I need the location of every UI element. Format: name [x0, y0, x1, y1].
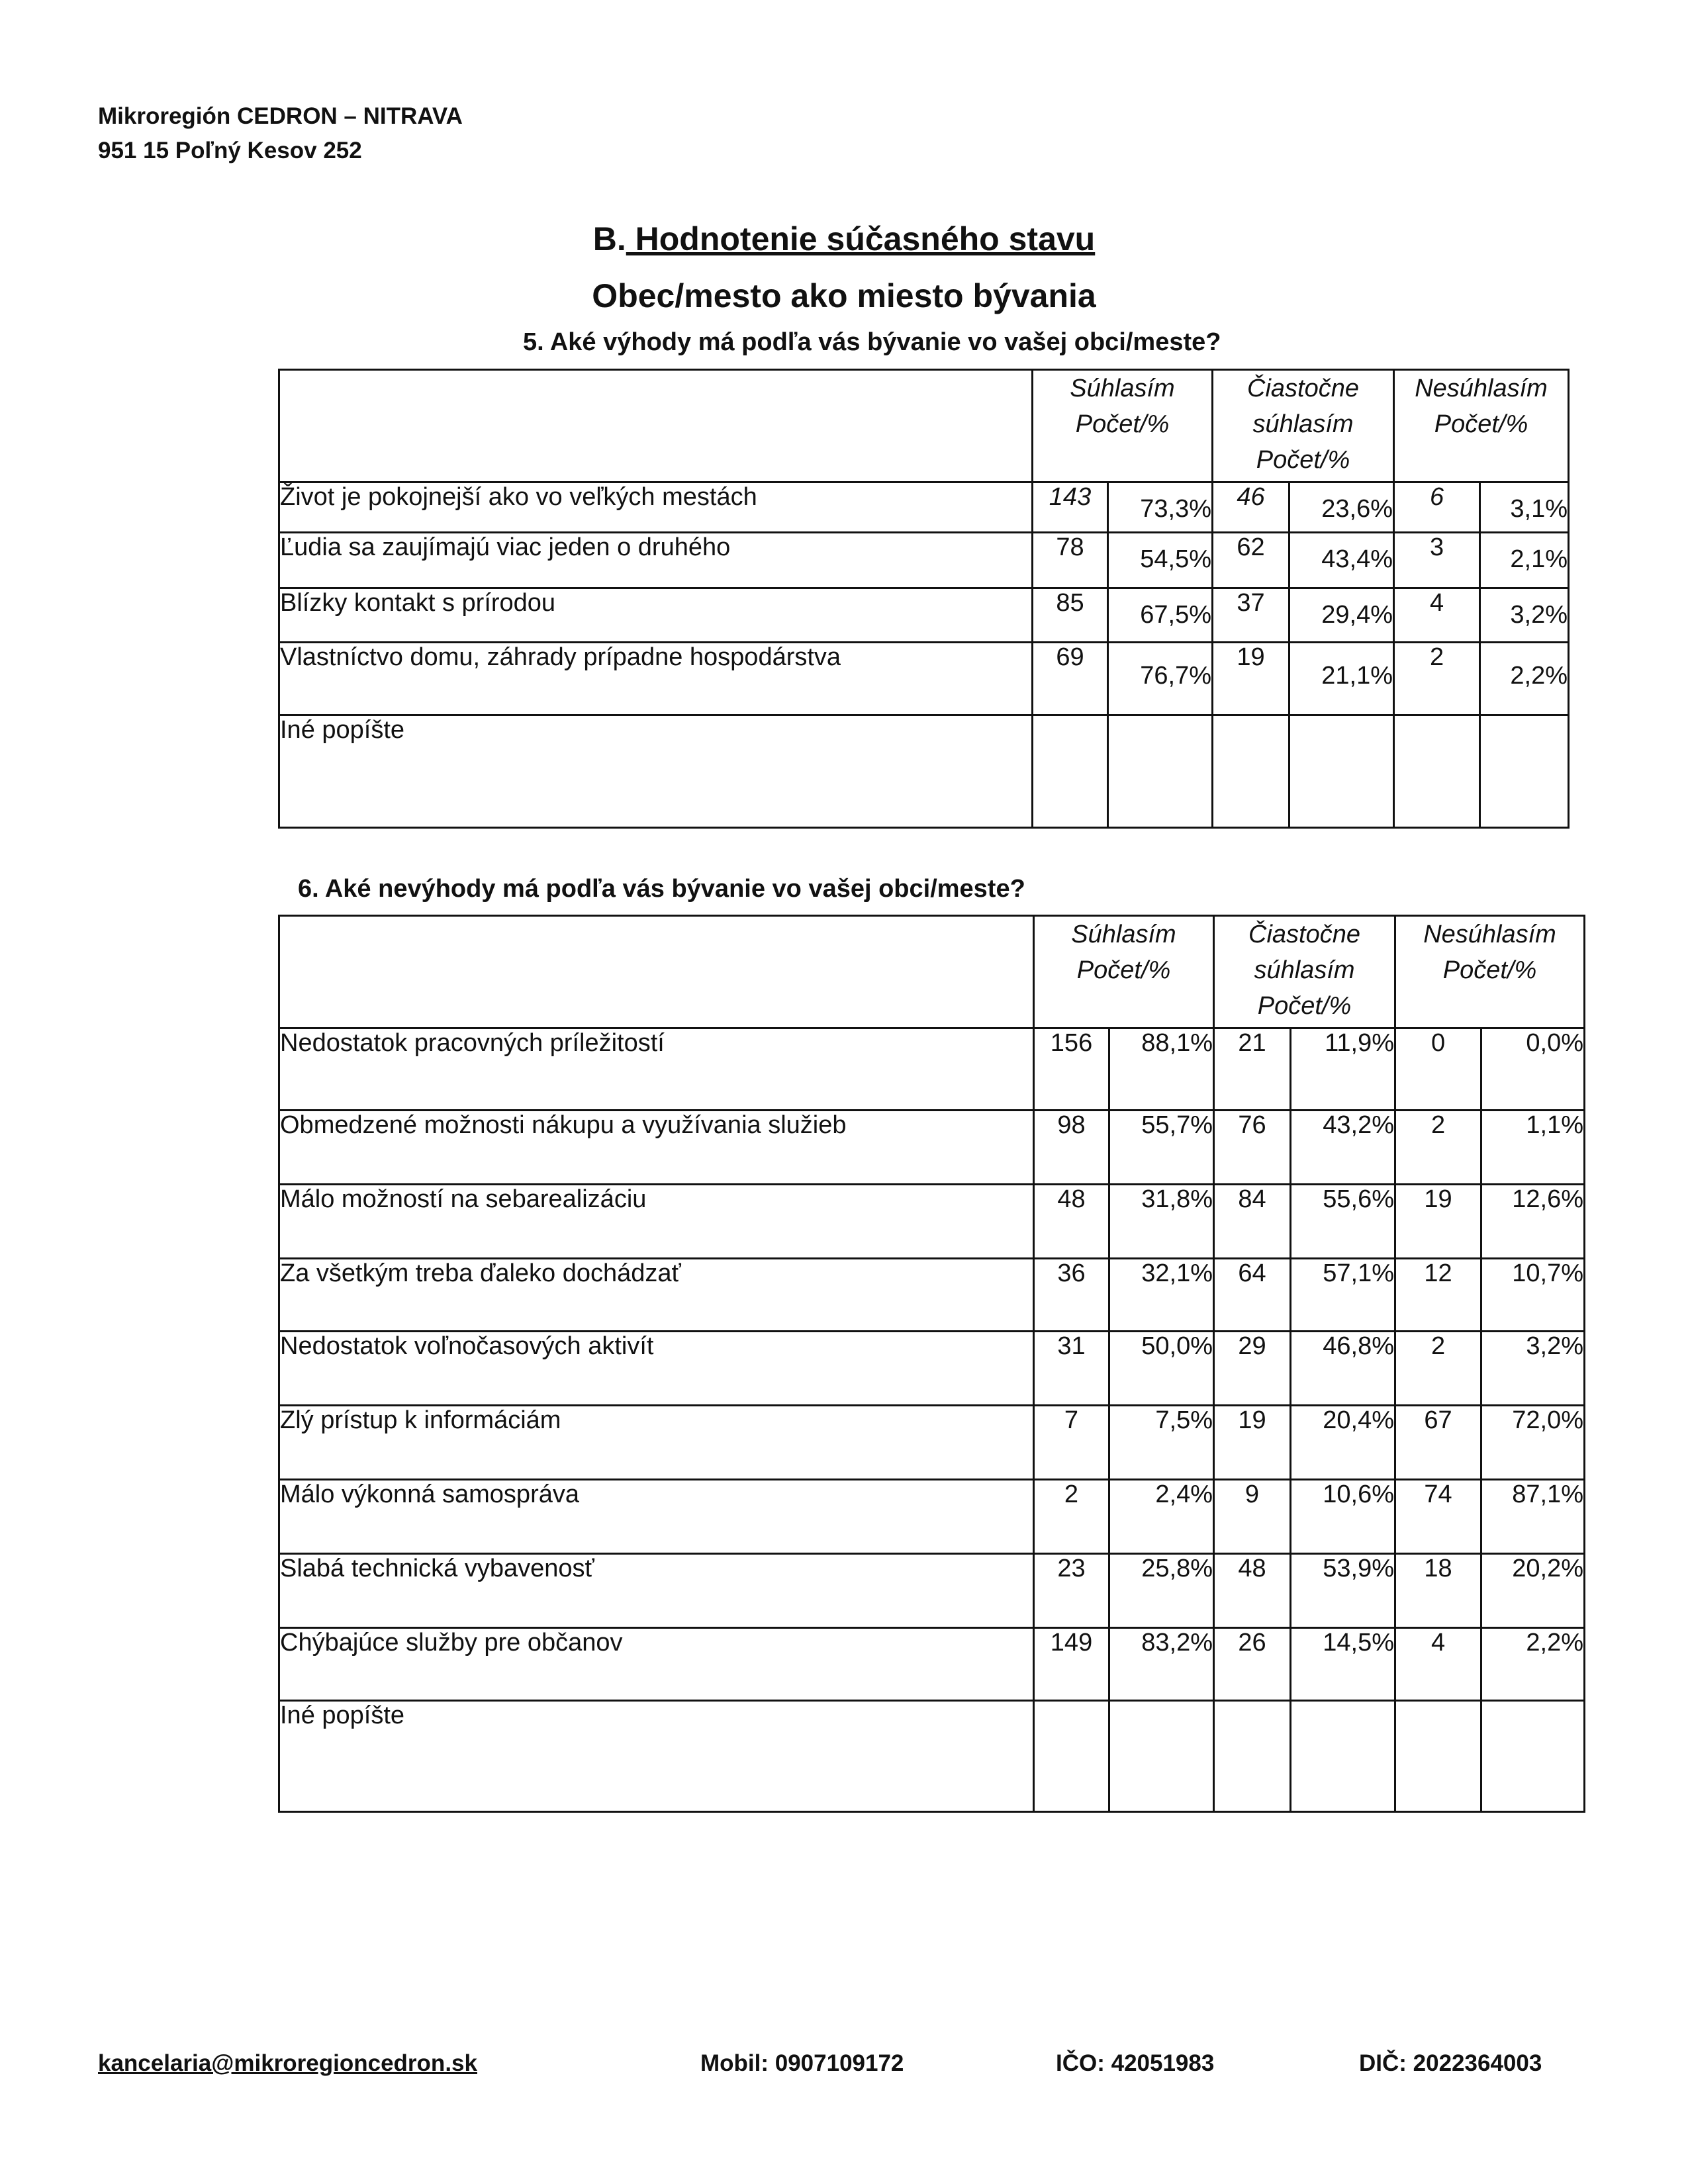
partial-percent: 20,4%	[1291, 1406, 1395, 1480]
agree-percent: 88,1%	[1109, 1028, 1214, 1111]
agree-percent: 73,3%	[1108, 482, 1213, 533]
footer-ico: IČO: 42051983	[1056, 2050, 1215, 2076]
disagree-percent	[1480, 715, 1569, 828]
table-row	[279, 1332, 1585, 1406]
agree-count: 85	[1033, 588, 1108, 643]
org-name: Mikroregión CEDRON – NITRAVA	[98, 103, 463, 129]
partial-percent: 21,1%	[1289, 643, 1394, 715]
disagree-count	[1395, 1701, 1481, 1812]
agree-percent: 76,7%	[1108, 643, 1213, 715]
row-label: Blízky kontakt s prírodou	[279, 588, 1033, 643]
row-label: Ľudia sa zaujímajú viac jeden o druhého	[279, 533, 1033, 588]
agree-count: 48	[1034, 1185, 1109, 1259]
row-label: Obmedzené možnosti nákupu a využívania služieb	[279, 1111, 1034, 1185]
agree-count: 2	[1034, 1480, 1109, 1554]
partial-percent: 14,5%	[1291, 1628, 1395, 1701]
footer-dic: DIČ: 2022364003	[1359, 2050, 1542, 2076]
partial-count	[1213, 715, 1289, 828]
disagree-header: Nesúhlasím Počet/%	[1394, 370, 1569, 482]
disagree-percent: 2,1%	[1480, 533, 1569, 588]
table-row	[279, 533, 1569, 588]
agree-count: 31	[1034, 1332, 1109, 1406]
partial-count: 62	[1213, 533, 1289, 588]
row-label: Zlý prístup k informáciám	[279, 1406, 1034, 1480]
disagree-count: 4	[1395, 1628, 1481, 1701]
disagree-percent: 0,0%	[1481, 1028, 1585, 1111]
label-header	[279, 370, 1033, 482]
agree-percent: 54,5%	[1108, 533, 1213, 588]
disagree-count: 12	[1395, 1259, 1481, 1332]
partial-count: 19	[1213, 643, 1289, 715]
table-row	[279, 1185, 1585, 1259]
agree-percent: 83,2%	[1109, 1628, 1214, 1701]
agree-count: 69	[1033, 643, 1108, 715]
disagree-count: 18	[1395, 1554, 1481, 1628]
disagree-count: 2	[1394, 643, 1480, 715]
question-6-title: 6. Aké nevýhody má podľa vás bývanie vo vašej obci/meste?	[298, 875, 1025, 903]
disagree-percent: 2,2%	[1481, 1628, 1585, 1701]
row-label: Slabá technická vybavenosť	[279, 1554, 1034, 1628]
partial-count: 21	[1214, 1028, 1291, 1111]
row-label: Život je pokojnejší ako vo veľkých mestách	[279, 482, 1033, 533]
agree-header: Súhlasím Počet/%	[1033, 370, 1213, 482]
table-row	[279, 482, 1569, 533]
agree-percent: 67,5%	[1108, 588, 1213, 643]
agree-percent: 50,0%	[1109, 1332, 1214, 1406]
partial-percent: 10,6%	[1291, 1480, 1395, 1554]
disagree-count: 74	[1395, 1480, 1481, 1554]
table-row	[279, 1701, 1585, 1812]
disagree-count: 2	[1395, 1111, 1481, 1185]
disagree-percent: 1,1%	[1481, 1111, 1585, 1185]
agree-percent: 2,4%	[1109, 1480, 1214, 1554]
disagree-count: 6	[1394, 482, 1480, 533]
partial-percent: 11,9%	[1291, 1028, 1395, 1111]
agree-percent: 55,7%	[1109, 1111, 1214, 1185]
table-row	[279, 588, 1569, 643]
agree-header: Súhlasím Počet/%	[1034, 916, 1214, 1028]
agree-count: 156	[1034, 1028, 1109, 1111]
partial-percent: 43,2%	[1291, 1111, 1395, 1185]
partial-count: 26	[1214, 1628, 1291, 1701]
disagree-percent: 3,2%	[1481, 1332, 1585, 1406]
partial-header: Čiastočne súhlasím Počet/%	[1213, 370, 1394, 482]
agree-percent	[1109, 1701, 1214, 1812]
table-row	[279, 1554, 1585, 1628]
table-row	[279, 643, 1569, 715]
disagree-percent: 72,0%	[1481, 1406, 1585, 1480]
row-label: Vlastníctvo domu, záhrady prípadne hospodárstva	[279, 643, 1033, 715]
agree-count: 149	[1034, 1628, 1109, 1701]
table-row	[279, 1406, 1585, 1480]
agree-percent: 32,1%	[1109, 1259, 1214, 1332]
agree-percent: 7,5%	[1109, 1406, 1214, 1480]
partial-percent: 53,9%	[1291, 1554, 1395, 1628]
disagree-count: 4	[1394, 588, 1480, 643]
disagree-percent: 2,2%	[1480, 643, 1569, 715]
agree-count: 7	[1034, 1406, 1109, 1480]
section-heading: Hodnotenie súčasného stavu	[626, 220, 1096, 257]
disagree-count: 19	[1395, 1185, 1481, 1259]
disagree-percent: 10,7%	[1481, 1259, 1585, 1332]
table-row	[279, 1628, 1585, 1701]
partial-count: 64	[1214, 1259, 1291, 1332]
disagree-count	[1394, 715, 1480, 828]
table-row	[279, 715, 1569, 828]
partial-count	[1214, 1701, 1291, 1812]
agree-percent: 25,8%	[1109, 1554, 1214, 1628]
label-header	[279, 916, 1034, 1028]
agree-percent	[1108, 715, 1213, 828]
partial-percent	[1289, 715, 1394, 828]
row-label: Za všetkým treba ďaleko dochádzať	[279, 1259, 1034, 1332]
disagree-percent	[1481, 1701, 1585, 1812]
agree-percent: 31,8%	[1109, 1185, 1214, 1259]
partial-percent: 57,1%	[1291, 1259, 1395, 1332]
partial-count: 48	[1214, 1554, 1291, 1628]
disagree-percent: 20,2%	[1481, 1554, 1585, 1628]
row-label: Chýbajúce služby pre občanov	[279, 1628, 1034, 1701]
section-subtitle: Obec/mesto ako miesto bývania	[592, 277, 1096, 314]
partial-percent: 29,4%	[1289, 588, 1394, 643]
partial-percent: 55,6%	[1291, 1185, 1395, 1259]
partial-count: 46	[1213, 482, 1289, 533]
partial-count: 76	[1214, 1111, 1291, 1185]
agree-count: 78	[1033, 533, 1108, 588]
table-row	[279, 1480, 1585, 1554]
partial-percent: 43,4%	[1289, 533, 1394, 588]
agree-count	[1034, 1701, 1109, 1812]
table-row	[279, 1111, 1585, 1185]
footer-mobile: Mobil: 0907109172	[700, 2050, 904, 2076]
partial-count: 9	[1214, 1480, 1291, 1554]
disagree-percent: 87,1%	[1481, 1480, 1585, 1554]
row-label: Iné popíšte	[279, 1701, 1034, 1812]
row-label: Málo možností na sebarealizáciu	[279, 1185, 1034, 1259]
agree-count: 23	[1034, 1554, 1109, 1628]
partial-percent: 46,8%	[1291, 1332, 1395, 1406]
disagree-percent: 3,1%	[1480, 482, 1569, 533]
disagree-count: 2	[1395, 1332, 1481, 1406]
disagree-percent: 3,2%	[1480, 588, 1569, 643]
row-label: Málo výkonná samospráva	[279, 1480, 1034, 1554]
partial-count: 84	[1214, 1185, 1291, 1259]
footer-email-link[interactable]: kancelaria@mikroregioncedron.sk	[98, 2050, 477, 2076]
agree-count: 143	[1033, 482, 1108, 533]
row-label: Iné popíšte	[279, 715, 1033, 828]
partial-percent	[1291, 1701, 1395, 1812]
advantages-table	[278, 369, 1570, 829]
question-5-title: 5. Aké výhody má podľa vás bývanie vo vašej obci/meste?	[523, 328, 1221, 356]
partial-count: 37	[1213, 588, 1289, 643]
agree-count: 98	[1034, 1111, 1109, 1185]
section-title	[0, 220, 1688, 258]
org-address: 951 15 Poľný Kesov 252	[98, 138, 362, 163]
disagree-percent: 12,6%	[1481, 1185, 1585, 1259]
partial-count: 29	[1214, 1332, 1291, 1406]
partial-header: Čiastočne súhlasím Počet/%	[1214, 916, 1395, 1028]
partial-percent: 23,6%	[1289, 482, 1394, 533]
agree-count	[1033, 715, 1108, 828]
section-prefix: B.	[592, 220, 626, 257]
disadvantages-table	[278, 915, 1585, 1813]
disagree-count: 67	[1395, 1406, 1481, 1480]
table-row	[279, 1028, 1585, 1111]
disagree-header: Nesúhlasím Počet/%	[1395, 916, 1585, 1028]
partial-count: 19	[1214, 1406, 1291, 1480]
letterhead	[98, 99, 463, 168]
row-label: Nedostatok voľnočasových aktivít	[279, 1332, 1034, 1406]
row-label: Nedostatok pracovných príležitostí	[279, 1028, 1034, 1111]
agree-count: 36	[1034, 1259, 1109, 1332]
disagree-count: 0	[1395, 1028, 1481, 1111]
table-row	[279, 1259, 1585, 1332]
disagree-count: 3	[1394, 533, 1480, 588]
